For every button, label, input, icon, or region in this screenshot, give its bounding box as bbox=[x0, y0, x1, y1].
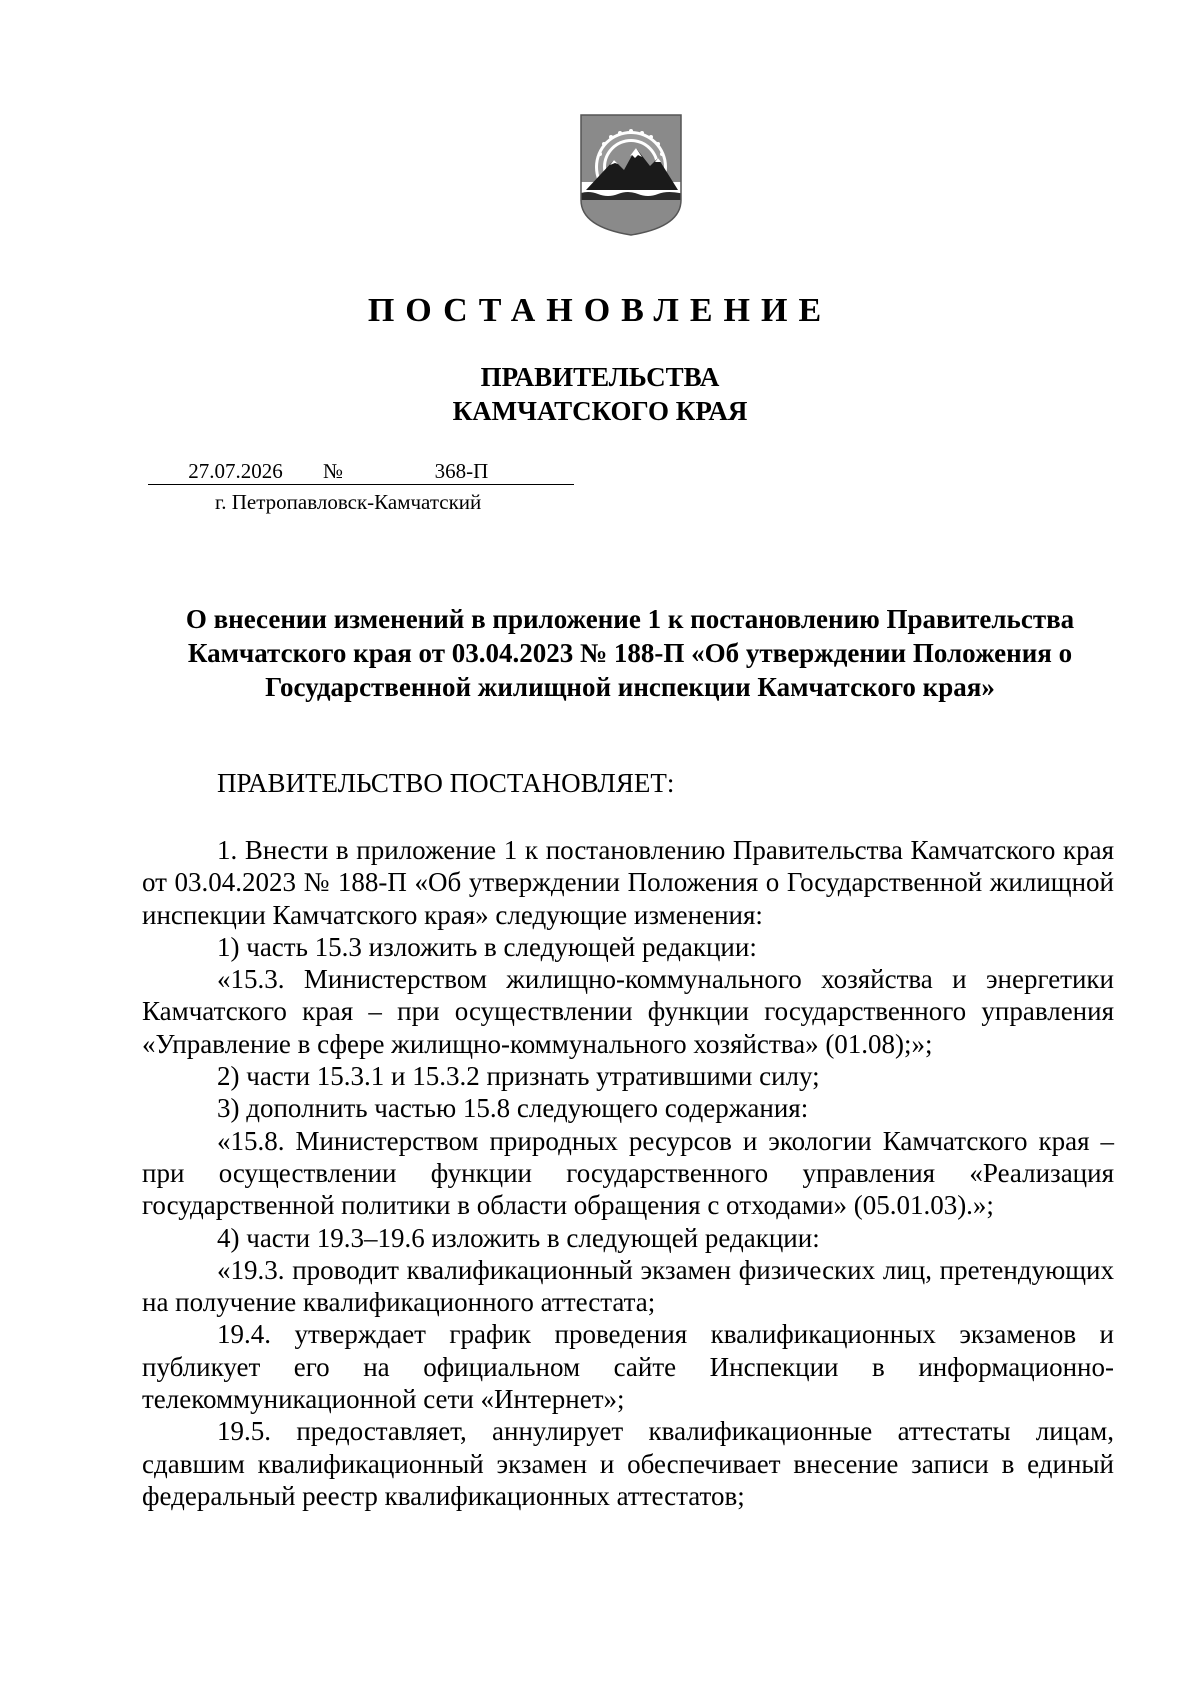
document-date: 27.07.2026 bbox=[148, 458, 323, 485]
subject-line-1: О внесении изменений в приложение 1 к постановлению Правительства bbox=[185, 604, 1075, 634]
city-line: г. Петропавловск-Камчатский bbox=[215, 490, 482, 514]
paragraph: 3) дополнить частью 15.8 следующего содержания: bbox=[217, 1093, 809, 1124]
document-body bbox=[142, 834, 1114, 1512]
paragraph: 1. Внести в приложение 1 к постановлению Правительства Камчатского края от 03.04.2023 № 188-П «Об утверждении Положения о Государственной жилищной инспекции Камчатского края» следующие изменения: bbox=[142, 835, 1114, 930]
issuer-line-1: ПРАВИТЕЛЬСТВА bbox=[480, 362, 720, 392]
issuer-heading bbox=[0, 360, 1200, 428]
paragraph: «15.8. Министерством природных ресурсов и экологии Камчатского края – при осуществлении функции государственного управления «Реализация государственной политики в области обращения с отходами» (05.01.03).»; bbox=[142, 1125, 1114, 1221]
paragraph: 2) части 15.3.1 и 15.3.2 признать утратившими силу; bbox=[217, 1061, 820, 1092]
subject-line-3: Государственной жилищной инспекции Камчатского края» bbox=[265, 672, 995, 702]
issuer-line-2: КАМЧАТСКОГО КРАЯ bbox=[452, 396, 748, 426]
paragraph: 19.4. утверждает график проведения квалификационных экзаменов и публикует его на официальном сайте Инспекции в информационно-телекоммуникационной сети «Интернет»; bbox=[142, 1319, 1114, 1415]
date-number-line bbox=[148, 458, 574, 485]
document-subject bbox=[150, 602, 1110, 704]
decree-statement: ПРАВИТЕЛЬСТВО ПОСТАНОВЛЯЕТ: bbox=[217, 768, 675, 798]
coat-of-arms-emblem bbox=[578, 112, 684, 238]
number-sign: № bbox=[323, 458, 349, 485]
subject-line-2: Камчатского края от 03.04.2023 № 188-П «Об утверждении Положения о bbox=[187, 638, 1073, 668]
paragraph: 19.5. предоставляет, аннулирует квалификационные аттестаты лицам, сдавшим квалификационный экзамен и обеспечивает внесение записи в единый федеральный реестр квалификационных аттестатов; bbox=[142, 1416, 1114, 1511]
document-number: 368-П bbox=[349, 458, 574, 485]
paragraph: 1) часть 15.3 изложить в следующей редакции: bbox=[217, 931, 757, 962]
paragraph: 4) части 19.3–19.6 изложить в следующей редакции: bbox=[217, 1222, 820, 1253]
document-type-heading: ПОСТАНОВЛЕНИЕ bbox=[367, 292, 833, 329]
paragraph: «19.3. проводит квалификационный экзамен физических лиц, претендующих на получение квалификационного аттестата; bbox=[142, 1254, 1114, 1318]
paragraph: «15.3. Министерством жилищно-коммунального хозяйства и энергетики Камчатского края – при осуществлении функции государственного управления «Управление в сфере жилищно-коммунального хозяйства» (01.08);»; bbox=[142, 964, 1114, 1059]
